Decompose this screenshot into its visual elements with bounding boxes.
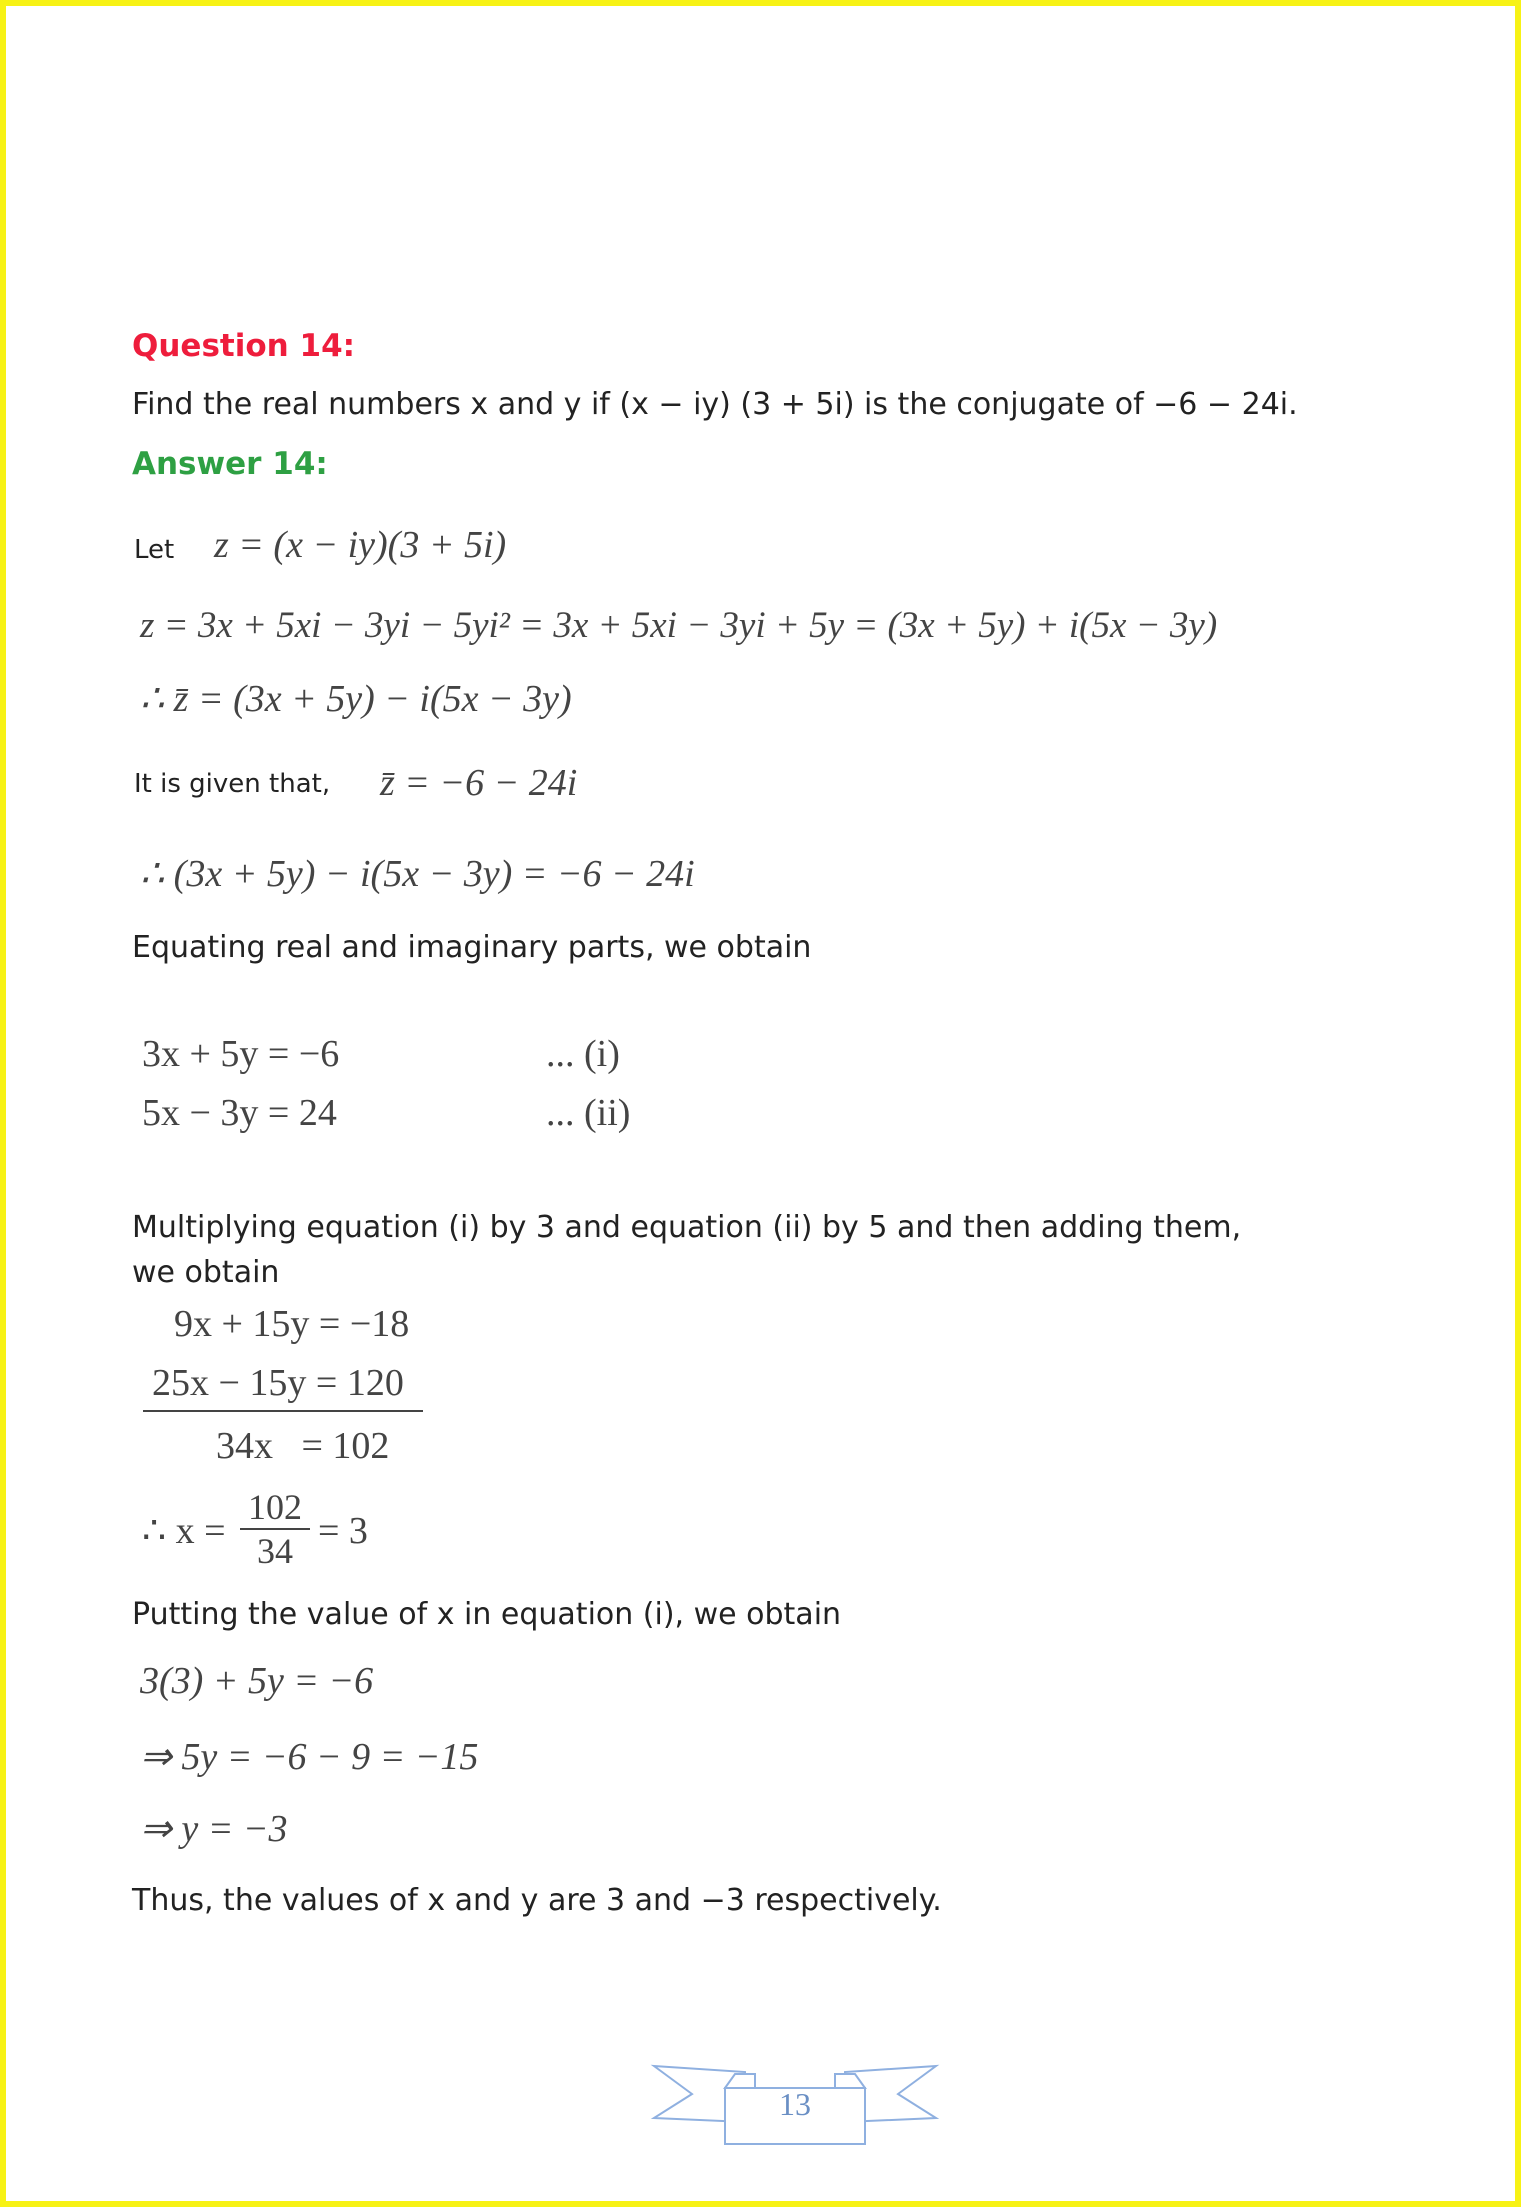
question-heading: Question 14: <box>132 328 356 364</box>
x-suffix: = 3 <box>318 1510 368 1552</box>
equation-ii-tag: ... (ii) <box>546 1092 631 1134</box>
equation-given: z̄ = −6 − 24i <box>380 762 578 804</box>
sum-divider <box>143 1410 423 1412</box>
equation-i: 3x + 5y = −6 <box>142 1033 340 1075</box>
step-1: 3(3) + 5y = −6 <box>140 1660 374 1702</box>
multiplying-text-line-2: we obtain <box>132 1255 280 1290</box>
x-prefix: ∴ x = <box>142 1510 226 1552</box>
answer-heading: Answer 14: <box>132 446 328 482</box>
equating-text: Equating real and imaginary parts, we obtain <box>132 930 812 965</box>
equation-let: z = (x − iy)(3 + 5i) <box>214 524 507 566</box>
let-label: Let <box>134 535 175 565</box>
equation-ii: 5x − 3y = 24 <box>142 1092 337 1134</box>
sum-equation-2: 25x − 15y = 120 <box>152 1362 404 1404</box>
equation-therefore: ∴ (3x + 5y) − i(5x − 3y) = −6 − 24i <box>140 853 695 895</box>
multiplying-text-line-1: Multiplying equation (i) by 3 and equation (ii) by 5 and then adding them, <box>132 1210 1242 1245</box>
x-numerator: 102 <box>240 1486 310 1530</box>
page-number: 13 <box>779 2086 811 2122</box>
given-label: It is given that, <box>134 769 331 799</box>
conclusion-text: Thus, the values of x and y are 3 and −3 respectively. <box>132 1883 942 1918</box>
x-denominator: 34 <box>257 1531 293 1571</box>
question-text: Find the real numbers x and y if (x − iy) (3 + 5i) is the conjugate of −6 − 24i. <box>132 387 1298 422</box>
equation-i-tag: ... (i) <box>546 1033 620 1075</box>
sum-result: 34x = 102 <box>216 1425 390 1467</box>
equation-conjugate: ∴ z̄ = (3x + 5y) − i(5x − 3y) <box>140 678 572 720</box>
putting-text: Putting the value of x in equation (i), we obtain <box>132 1597 842 1632</box>
step-2: ⇒ 5y = −6 − 9 = −15 <box>140 1736 479 1778</box>
equation-expand: z = 3x + 5xi − 3yi − 5yi² = 3x + 5xi − 3yi + 5y = (3x + 5y) + i(5x − 3y) <box>140 605 1218 646</box>
sum-equation-1: 9x + 15y = −18 <box>174 1303 410 1345</box>
step-3: ⇒ y = −3 <box>140 1808 288 1850</box>
x-fraction <box>240 1486 310 1572</box>
